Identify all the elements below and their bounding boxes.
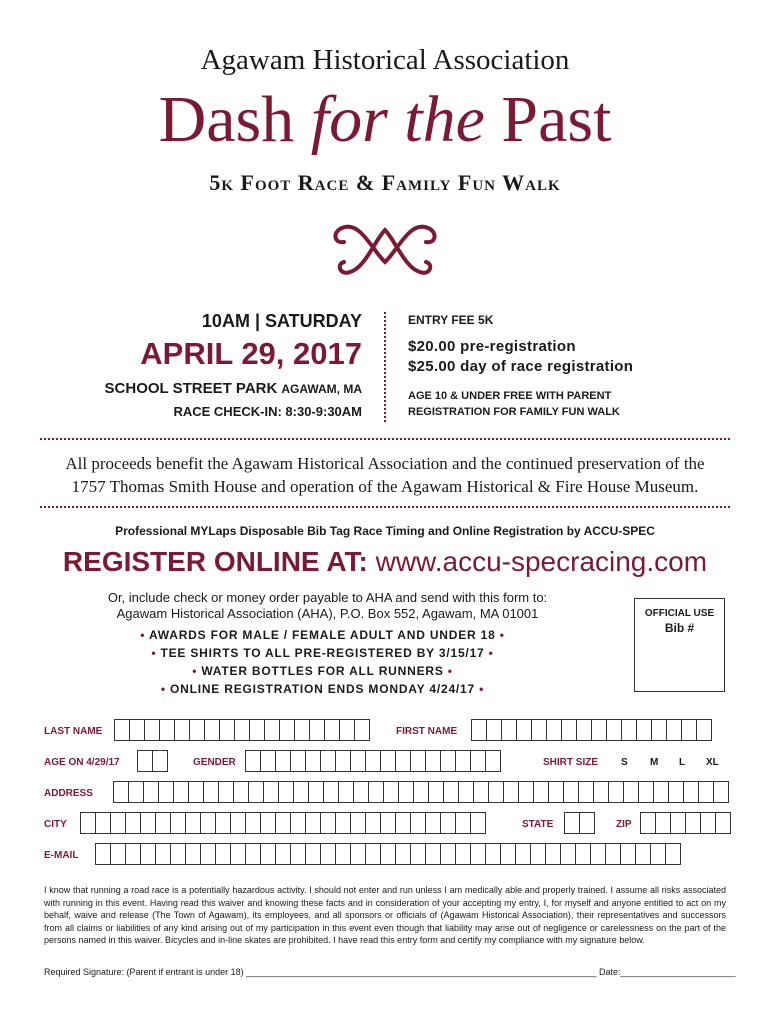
char-box[interactable] — [533, 781, 549, 803]
char-box[interactable] — [651, 719, 667, 741]
char-box[interactable] — [305, 812, 321, 834]
char-box[interactable] — [305, 750, 321, 772]
char-box[interactable] — [455, 843, 471, 865]
char-box[interactable] — [95, 812, 111, 834]
char-box[interactable] — [185, 843, 201, 865]
char-box[interactable] — [233, 781, 249, 803]
char-box[interactable] — [173, 781, 189, 803]
divider — [384, 312, 386, 422]
char-box[interactable] — [640, 812, 656, 834]
char-box[interactable] — [443, 781, 459, 803]
char-box[interactable] — [666, 719, 682, 741]
proceeds-statement: All proceeds benefit the Agawam Historical Association and the continued preservation of the 1757 Thomas Smith House and operation of the Agawam Historical & Fire House Museum. — [65, 454, 705, 496]
char-box[interactable] — [335, 843, 351, 865]
char-box[interactable] — [398, 781, 414, 803]
zip-field[interactable] — [640, 812, 730, 834]
char-box[interactable] — [696, 719, 712, 741]
organization-name: Agawam Historical Association — [200, 44, 570, 76]
char-box[interactable] — [170, 843, 186, 865]
char-box[interactable] — [128, 781, 144, 803]
char-box[interactable] — [248, 781, 264, 803]
char-box[interactable] — [620, 843, 636, 865]
zip-label: ZIP — [616, 819, 632, 830]
char-box[interactable] — [440, 812, 456, 834]
char-box[interactable] — [545, 843, 561, 865]
char-box[interactable] — [455, 812, 471, 834]
char-box[interactable] — [245, 750, 261, 772]
char-box[interactable] — [140, 812, 156, 834]
char-box[interactable] — [275, 750, 291, 772]
char-box[interactable] — [320, 750, 336, 772]
char-box[interactable] — [576, 719, 592, 741]
char-box[interactable] — [560, 843, 576, 865]
char-box[interactable] — [473, 781, 489, 803]
char-box[interactable] — [621, 719, 637, 741]
char-box[interactable] — [428, 781, 444, 803]
event-subtitle: 5k Foot Race & Family Fun Walk — [209, 170, 561, 195]
gender-field[interactable] — [245, 750, 500, 772]
char-box[interactable] — [144, 719, 160, 741]
char-box[interactable] — [561, 719, 577, 741]
address-field[interactable] — [113, 781, 728, 803]
event-location: SCHOOL STREET PARK AGAWAM, MA — [104, 380, 362, 397]
char-box[interactable] — [290, 843, 306, 865]
char-box[interactable] — [395, 750, 411, 772]
char-box[interactable] — [440, 843, 456, 865]
event-title: Dash for the Past — [158, 83, 612, 156]
char-box[interactable] — [113, 781, 129, 803]
divider — [40, 438, 730, 440]
waiver-text: I know that running a road race is a potentially hazardous activity. I should not enter and run unless I am medically able and properly trained. I assume all risks associated with running in this event. Having read this waiver and knowing these facts and in consideration of your accepting my entry, I, for myself and anyone entitled to act on my behalf, waive and release (The Town of Agawam), its employees, and all sponsors or officials of (Agawam Historical Association), their representatives and successors from all claims or liabilities of any kind arising out of my participation in this event even though that liability may arise out of negligence or carelessness on the part of the persons named in this waiver. Bicycles and in-line skates are prohibited. I have read this entry form and certify my compliance with my signature below. — [44, 885, 726, 945]
timing-note: Professional MYLaps Disposable Bib Tag Race Timing and Online Registration by ACCU-SPEC — [115, 524, 655, 538]
shirt-size-s[interactable]: S — [621, 757, 628, 768]
city-label: CITY — [44, 819, 67, 830]
char-box[interactable] — [290, 750, 306, 772]
char-box[interactable] — [264, 719, 280, 741]
char-box[interactable] — [215, 843, 231, 865]
address-label: ADDRESS — [44, 788, 93, 799]
char-box[interactable] — [488, 781, 504, 803]
register-online: REGISTER ONLINE AT: www.accu-specracing.com — [62, 546, 708, 577]
entry-fee-label: ENTRY FEE 5K — [408, 313, 494, 327]
char-box[interactable] — [395, 843, 411, 865]
char-box[interactable] — [564, 812, 580, 834]
char-box[interactable] — [275, 843, 291, 865]
char-box[interactable] — [700, 812, 716, 834]
char-box[interactable] — [293, 781, 309, 803]
char-box[interactable] — [515, 843, 531, 865]
char-box[interactable] — [681, 719, 697, 741]
char-box[interactable] — [470, 812, 486, 834]
char-box[interactable] — [516, 719, 532, 741]
char-box[interactable] — [501, 719, 517, 741]
state-field[interactable] — [564, 812, 594, 834]
char-box[interactable] — [380, 750, 396, 772]
char-box[interactable] — [200, 812, 216, 834]
first-name-label: FIRST NAME — [396, 726, 458, 737]
bullet-list — [0, 626, 645, 698]
char-box[interactable] — [455, 750, 471, 772]
state-label: STATE — [522, 819, 554, 830]
shirt-size-xl[interactable]: XL — [706, 757, 719, 768]
char-box[interactable] — [591, 719, 607, 741]
char-box[interactable] — [425, 812, 441, 834]
char-box[interactable] — [260, 750, 276, 772]
char-box[interactable] — [665, 843, 681, 865]
char-box[interactable] — [713, 781, 729, 803]
char-box[interactable] — [260, 812, 276, 834]
char-box[interactable] — [698, 781, 714, 803]
char-box[interactable] — [155, 843, 171, 865]
char-box[interactable] — [653, 781, 669, 803]
char-box[interactable] — [158, 781, 174, 803]
char-box[interactable] — [548, 781, 564, 803]
char-box[interactable] — [290, 812, 306, 834]
event-time: 10AM | SATURDAY — [201, 311, 362, 331]
char-box[interactable] — [546, 719, 562, 741]
char-box[interactable] — [350, 812, 366, 834]
list-item: • ONLINE REGISTRATION ENDS MONDAY 4/24/17 • — [160, 682, 485, 696]
char-box[interactable] — [320, 843, 336, 865]
shirt-size-m[interactable]: M — [650, 757, 659, 768]
divider — [40, 506, 730, 508]
char-box[interactable] — [354, 719, 370, 741]
char-box[interactable] — [279, 719, 295, 741]
char-box[interactable] — [486, 719, 502, 741]
char-box[interactable] — [575, 843, 591, 865]
char-box[interactable] — [440, 750, 456, 772]
char-box[interactable] — [425, 750, 441, 772]
mail-instructions: Or, include check or money order payable to AHA and send with this form to: Agawam Historical Association (AHA), P.O. Box 552, Agawam, MA 01001 — [107, 590, 548, 621]
char-box[interactable] — [338, 781, 354, 803]
char-box[interactable] — [353, 781, 369, 803]
char-box[interactable] — [685, 812, 701, 834]
char-box[interactable] — [668, 781, 684, 803]
char-box[interactable] — [185, 812, 201, 834]
char-box[interactable] — [189, 719, 205, 741]
char-box[interactable] — [590, 843, 606, 865]
age-field[interactable] — [137, 750, 167, 772]
char-box[interactable] — [215, 812, 231, 834]
char-box[interactable] — [458, 781, 474, 803]
age-free-note: AGE 10 & UNDER FREE WITH PARENT REGISTRATION FOR FAMILY FUN WALK — [408, 390, 620, 418]
shirt-size-label: SHIRT SIZE — [543, 757, 599, 768]
char-box[interactable] — [260, 843, 276, 865]
char-box[interactable] — [636, 719, 652, 741]
char-box[interactable] — [110, 812, 126, 834]
fee-day-of-race: $25.00 day of race registration — [408, 358, 634, 375]
char-box[interactable] — [470, 843, 486, 865]
char-box[interactable] — [294, 719, 310, 741]
checkin-time: RACE CHECK-IN: 8:30-9:30AM — [173, 404, 362, 419]
char-box[interactable] — [638, 781, 654, 803]
char-box[interactable] — [395, 812, 411, 834]
char-box[interactable] — [655, 812, 671, 834]
char-box[interactable] — [670, 812, 686, 834]
char-box[interactable] — [335, 750, 351, 772]
char-box[interactable] — [650, 843, 666, 865]
char-box[interactable] — [278, 781, 294, 803]
char-box[interactable] — [249, 719, 265, 741]
char-box[interactable] — [143, 781, 159, 803]
char-box[interactable] — [309, 719, 325, 741]
char-box[interactable] — [368, 781, 384, 803]
char-box[interactable] — [413, 781, 429, 803]
char-box[interactable] — [275, 812, 291, 834]
char-box[interactable] — [125, 812, 141, 834]
char-box[interactable] — [219, 719, 235, 741]
age-label: AGE ON 4/29/17 — [44, 757, 120, 768]
char-box[interactable] — [152, 750, 168, 772]
char-box[interactable] — [350, 843, 366, 865]
char-box[interactable] — [245, 843, 261, 865]
last-name-label: LAST NAME — [44, 726, 103, 737]
char-box[interactable] — [365, 812, 381, 834]
char-box[interactable] — [188, 781, 204, 803]
char-box[interactable] — [410, 843, 426, 865]
char-box[interactable] — [140, 843, 156, 865]
char-box[interactable] — [605, 843, 621, 865]
gender-label: GENDER — [193, 757, 236, 768]
char-box[interactable] — [365, 750, 381, 772]
char-box[interactable] — [715, 812, 731, 834]
first-name-field[interactable] — [471, 719, 711, 741]
char-box[interactable] — [308, 781, 324, 803]
char-box[interactable] — [683, 781, 699, 803]
char-box[interactable] — [155, 812, 171, 834]
char-box[interactable] — [200, 843, 216, 865]
char-box[interactable] — [218, 781, 234, 803]
char-box[interactable] — [110, 843, 126, 865]
char-box[interactable] — [579, 812, 595, 834]
list-item: • WATER BOTTLES FOR ALL RUNNERS • — [192, 664, 453, 678]
char-box[interactable] — [204, 719, 220, 741]
char-box[interactable] — [608, 781, 624, 803]
char-box[interactable] — [593, 781, 609, 803]
char-box[interactable] — [380, 812, 396, 834]
email-field[interactable] — [95, 843, 680, 865]
char-box[interactable] — [245, 812, 261, 834]
char-box[interactable] — [339, 719, 355, 741]
char-box[interactable] — [518, 781, 534, 803]
official-use-box: OFFICIAL USE Bib # — [634, 598, 725, 692]
char-box[interactable] — [203, 781, 219, 803]
char-box[interactable] — [263, 781, 279, 803]
char-box[interactable] — [129, 719, 145, 741]
city-field[interactable] — [80, 812, 485, 834]
char-box[interactable] — [335, 812, 351, 834]
char-box[interactable] — [500, 843, 516, 865]
char-box[interactable] — [170, 812, 186, 834]
char-box[interactable] — [485, 843, 501, 865]
char-box[interactable] — [635, 843, 651, 865]
char-box[interactable] — [410, 812, 426, 834]
char-box[interactable] — [380, 843, 396, 865]
char-box[interactable] — [350, 750, 366, 772]
fee-pre-registration: $20.00 pre-registration — [408, 338, 576, 355]
last-name-field[interactable] — [114, 719, 369, 741]
char-box[interactable] — [114, 719, 130, 741]
char-box[interactable] — [606, 719, 622, 741]
shirt-size-l[interactable]: L — [679, 757, 686, 768]
list-item: • TEE SHIRTS TO ALL PRE-REGISTERED BY 3/15/17 • — [151, 646, 494, 660]
char-box[interactable] — [323, 781, 339, 803]
char-box[interactable] — [137, 750, 153, 772]
char-box[interactable] — [531, 719, 547, 741]
char-box[interactable] — [578, 781, 594, 803]
char-box[interactable] — [383, 781, 399, 803]
registration-url[interactable]: www.accu-specracing.com — [375, 546, 708, 577]
signature-line[interactable]: Required Signature: (Parent if entrant is under 18) ______________________________________________________________________ Date:_______________________ — [44, 967, 736, 977]
char-box[interactable] — [174, 719, 190, 741]
email-label: E-MAIL — [44, 850, 79, 861]
event-date: APRIL 29, 2017 — [140, 336, 362, 371]
char-box[interactable] — [95, 843, 111, 865]
char-box[interactable] — [485, 750, 501, 772]
char-box[interactable] — [503, 781, 519, 803]
char-box[interactable] — [410, 750, 426, 772]
char-box[interactable] — [471, 719, 487, 741]
char-box[interactable] — [623, 781, 639, 803]
char-box[interactable] — [365, 843, 381, 865]
list-item: • AWARDS FOR MALE / FEMALE ADULT AND UNDER 18 • — [140, 628, 505, 642]
char-box[interactable] — [234, 719, 250, 741]
char-box[interactable] — [563, 781, 579, 803]
char-box[interactable] — [530, 843, 546, 865]
char-box[interactable] — [230, 843, 246, 865]
char-box[interactable] — [80, 812, 96, 834]
char-box[interactable] — [230, 812, 246, 834]
char-box[interactable] — [125, 843, 141, 865]
ornament-icon — [330, 210, 440, 282]
char-box[interactable] — [425, 843, 441, 865]
char-box[interactable] — [320, 812, 336, 834]
char-box[interactable] — [159, 719, 175, 741]
char-box[interactable] — [470, 750, 486, 772]
char-box[interactable] — [324, 719, 340, 741]
char-box[interactable] — [305, 843, 321, 865]
